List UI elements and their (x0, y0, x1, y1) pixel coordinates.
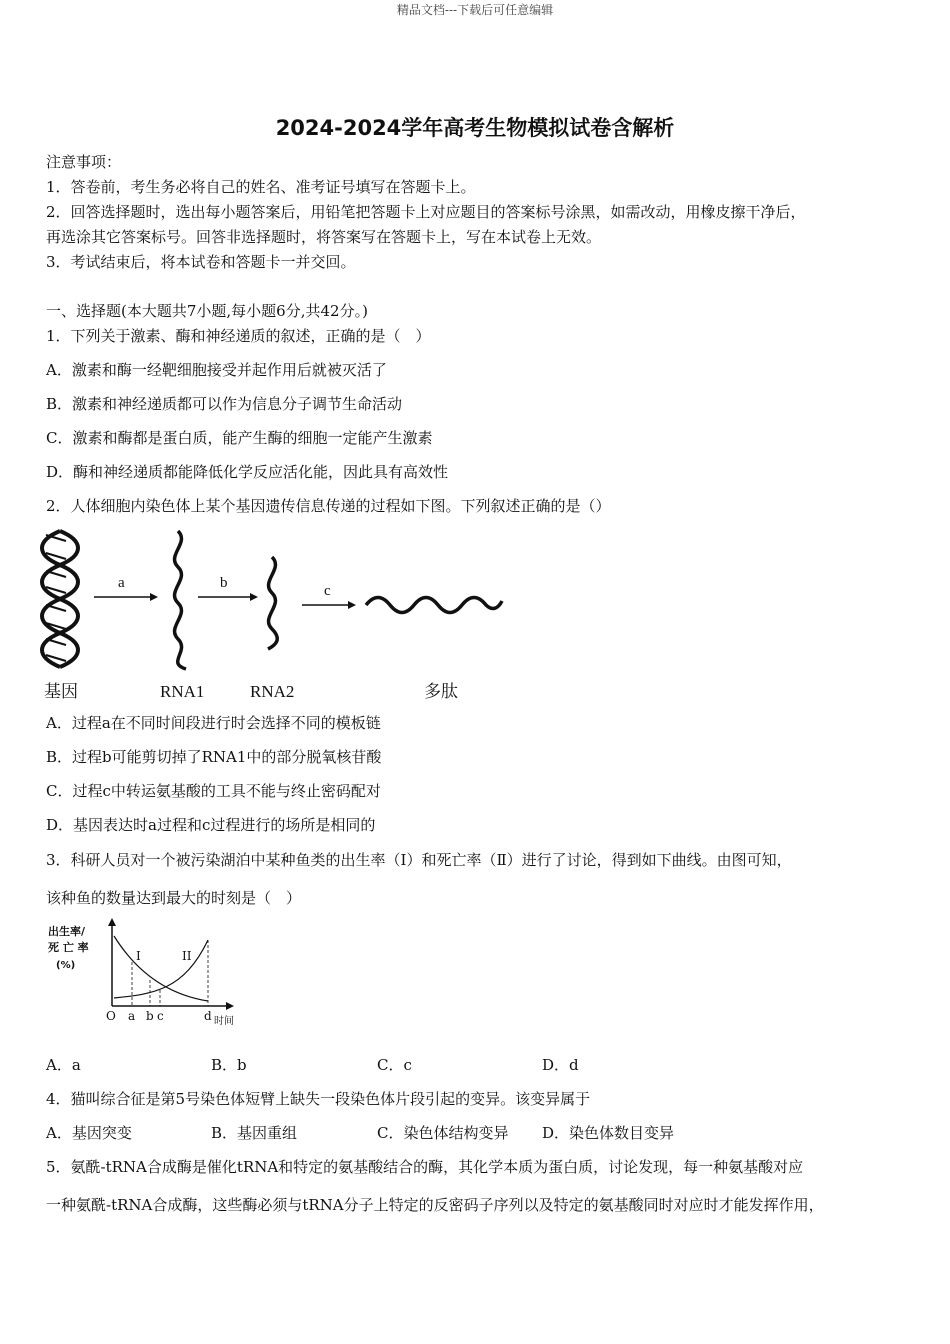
q4-option-b: B．基因重组 (211, 1124, 298, 1142)
curve-death-rate (114, 940, 208, 998)
polypeptide-chain (366, 598, 502, 613)
q4-option-a: A．基因突变 (46, 1124, 132, 1142)
q5-line2: 一种氨酰-tRNA合成酶，这些酶必须与tRNA分子上特定的反密码子序列以及特定的氨基酸同时对应时才能发挥作用， (46, 1196, 824, 1214)
q4-stem: 4．猫叫综合征是第5号染色体短臂上缺失一段染色体片段引起的变异。该变异属于 (46, 1090, 591, 1108)
q4-option-c: C．染色体结构变异 (377, 1124, 509, 1142)
page-header: 精品文档---下载后可任意编辑 (396, 3, 554, 17)
section-heading: 一、选择题(本大题共7小题,每小题6分,共42分。) (46, 302, 368, 320)
arrow-label-c: c (324, 583, 331, 599)
chart-ylabel-3: (%) (56, 960, 76, 971)
q1-option-b: B．激素和神经递质都可以作为信息分子调节生命活动 (46, 395, 403, 413)
arrow-label-b: b (220, 575, 228, 591)
label-gene: 基因 (44, 682, 78, 701)
chart-ylabel-2: 死 亡 率 (48, 941, 89, 954)
rna2-strand (268, 557, 277, 649)
tick-c: c (157, 1009, 164, 1023)
q2-stem: 2．人体细胞内染色体上某个基因遗传信息传递的过程如下图。下列叙述正确的是（） (46, 497, 611, 515)
q2-option-b: B．过程b可能剪切掉了RNA1中的部分脱氧核苷酸 (46, 748, 382, 766)
q1-option-c: C．激素和酶都是蛋白质，能产生酶的细胞一定能产生激素 (46, 429, 433, 447)
q1-option-a: A．激素和酶一经靶细胞接受并起作用后就被灭活了 (46, 361, 387, 379)
arrow-label-a: a (118, 575, 125, 591)
notice-item-3: 3．考试结束后，将本试卷和答题卡一并交回。 (46, 253, 356, 271)
q1-stem: 1．下列关于激素、酶和神经递质的叙述，正确的是（ ） (46, 327, 431, 345)
q3-option-c: C．c (377, 1056, 412, 1074)
tick-d: d (204, 1009, 212, 1023)
chart-xlabel: 时间 (214, 1016, 234, 1027)
rna1-strand (175, 531, 186, 669)
q1-option-d: D．酶和神经递质都能降低化学反应活化能，因此具有高效性 (46, 463, 449, 481)
notice-item-1: 1．答卷前，考生务必将自己的姓名、准考证号填写在答题卡上。 (46, 178, 476, 196)
birth-death-rate-chart (44, 918, 244, 1030)
q3-stem-line2: 该种鱼的数量达到最大的时刻是（ ） (46, 889, 302, 907)
curve-label-i: I (136, 949, 141, 963)
label-polypeptide: 多肽 (424, 682, 458, 701)
tick-b: b (146, 1009, 154, 1023)
tick-a: a (128, 1009, 136, 1023)
notice-heading: 注意事项： (46, 153, 122, 171)
q5-line1: 5．氨酰-tRNA合成酶是催化tRNA和特定的氨基酸结合的酶，其化学本质为蛋白质，讨论发现，每一种氨基酸对应 (46, 1158, 804, 1176)
curve-birth-rate (114, 936, 208, 1001)
label-rna1: RNA1 (160, 682, 205, 701)
chart-ylabel-1: 出生率/ (48, 925, 86, 938)
curve-label-ii: II (182, 949, 192, 963)
q3-option-b: B．b (211, 1056, 247, 1074)
q3-stem-line1: 3．科研人员对一个被污染湖泊中某种鱼类的出生率（Ⅰ）和死亡率（Ⅱ）进行了讨论，得到如下曲线。由图可知， (46, 851, 792, 869)
gene-expression-figure (40, 525, 520, 705)
notice-item-2: 2．回答选择题时，选出每小题答案后，用铅笔把答题卡上对应题目的答案标号涂黑，如需改动，用橡皮擦干净后， (46, 203, 806, 221)
q4-option-d: D．染色体数目变异 (542, 1124, 675, 1142)
q3-option-a: A．a (46, 1056, 81, 1074)
notice-item-2-cont: 再选涂其它答案标号。回答非选择题时，将答案写在答题卡上，写在本试卷上无效。 (46, 228, 602, 246)
page-title: 2024-2024学年高考生物模拟试卷含解析 (275, 116, 675, 140)
label-rna2: RNA2 (250, 682, 295, 701)
dna-double-helix (42, 531, 78, 667)
q2-option-d: D．基因表达时a过程和c过程进行的场所是相同的 (46, 816, 376, 834)
q2-option-a: A．过程a在不同时间段进行时会选择不同的模板链 (46, 714, 381, 732)
q3-option-d: D．d (542, 1056, 579, 1074)
tick-o: O (106, 1009, 116, 1023)
q2-option-c: C．过程c中转运氨基酸的工具不能与终止密码配对 (46, 782, 381, 800)
